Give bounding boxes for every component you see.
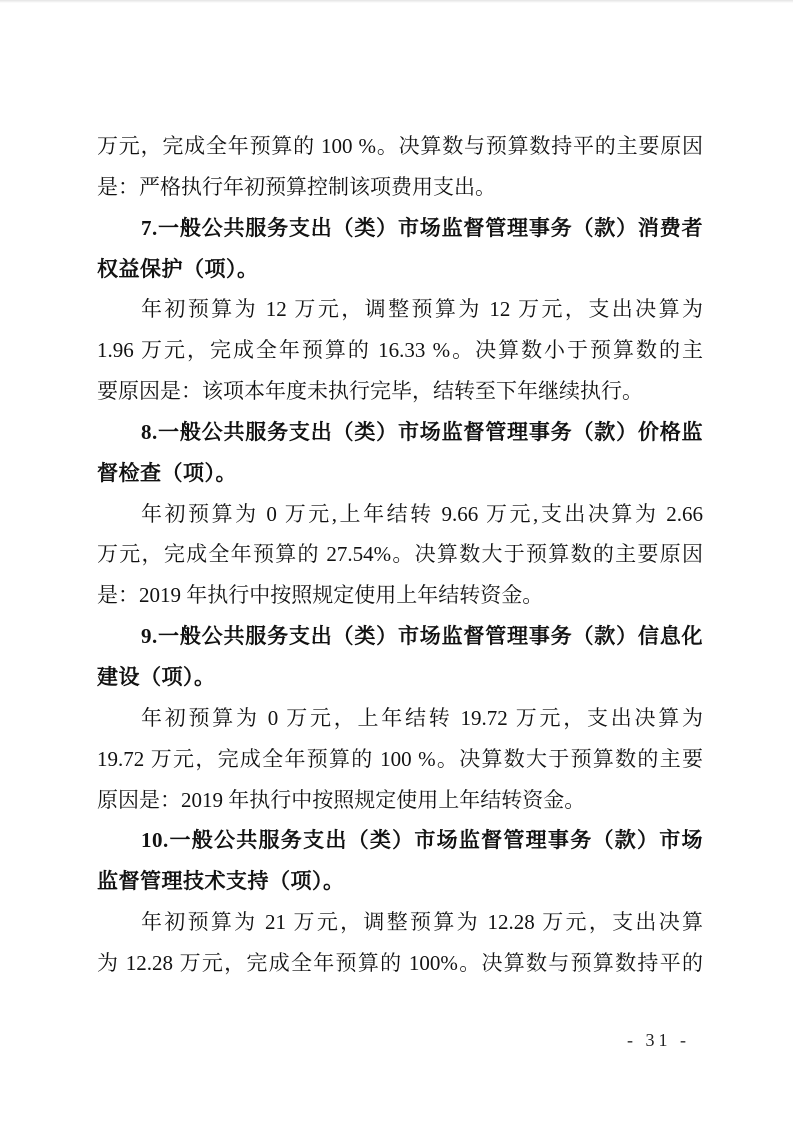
text-line: 万元，完成全年预算的 27.54%。决算数大于预算数的主要原因 xyxy=(97,542,703,567)
text-line: 年初预算为 12 万元，调整预算为 12 万元，支出决算为 xyxy=(141,297,703,322)
heading-line: 建设（项）。 xyxy=(97,664,216,689)
text-line: 年初预算为 21 万元，调整预算为 12.28 万元，支出决算 xyxy=(141,910,703,935)
heading-line: 10.一般公共服务支出（类）市场监督管理事务（款）市场 xyxy=(141,828,703,853)
heading-line: 8.一般公共服务支出（类）市场监督管理事务（款）价格监 xyxy=(141,419,703,444)
heading-line: 监督管理技术支持（项）。 xyxy=(97,869,345,894)
text-line: 年初预算为 0 万元，上年结转 19.72 万元，支出决算为 xyxy=(141,705,703,730)
heading-line: 督检查（项）。 xyxy=(97,460,237,485)
text-line: 1.96 万元，完成全年预算的 16.33 %。决算数小于预算数的主 xyxy=(97,338,703,363)
text-line: 是：严格执行年初预算控制该项费用支出。 xyxy=(97,174,496,199)
text-line: 万元，完成全年预算的 100 %。决算数与预算数持平的主要原因 xyxy=(97,134,703,158)
text-line: 要原因是：该项本年度未执行完毕，结转至下年继续执行。 xyxy=(97,379,643,404)
text-line: 是：2019 年执行中按照规定使用上年结转资金。 xyxy=(97,583,544,608)
heading-line: 9.一般公共服务支出（类）市场监督管理事务（款）信息化 xyxy=(141,624,703,649)
text-line: 年初预算为 0 万元,上年结转 9.66 万元,支出决算为 2.66 xyxy=(141,501,703,526)
heading-line: 权益保护（项）。 xyxy=(97,256,259,281)
text-line: 为 12.28 万元，完成全年预算的 100%。决算数与预算数持平的 xyxy=(97,950,703,975)
text-line: 19.72 万元，完成全年预算的 100 %。决算数大于预算数的主要 xyxy=(97,746,703,771)
page-body xyxy=(97,126,703,984)
scan-edge xyxy=(0,0,793,3)
text-line: 原因是：2019 年执行中按照规定使用上年结转资金。 xyxy=(97,787,586,812)
page-number: - 31 - xyxy=(627,1030,690,1050)
heading-line: 7.一般公共服务支出（类）市场监督管理事务（款）消费者 xyxy=(141,215,703,240)
